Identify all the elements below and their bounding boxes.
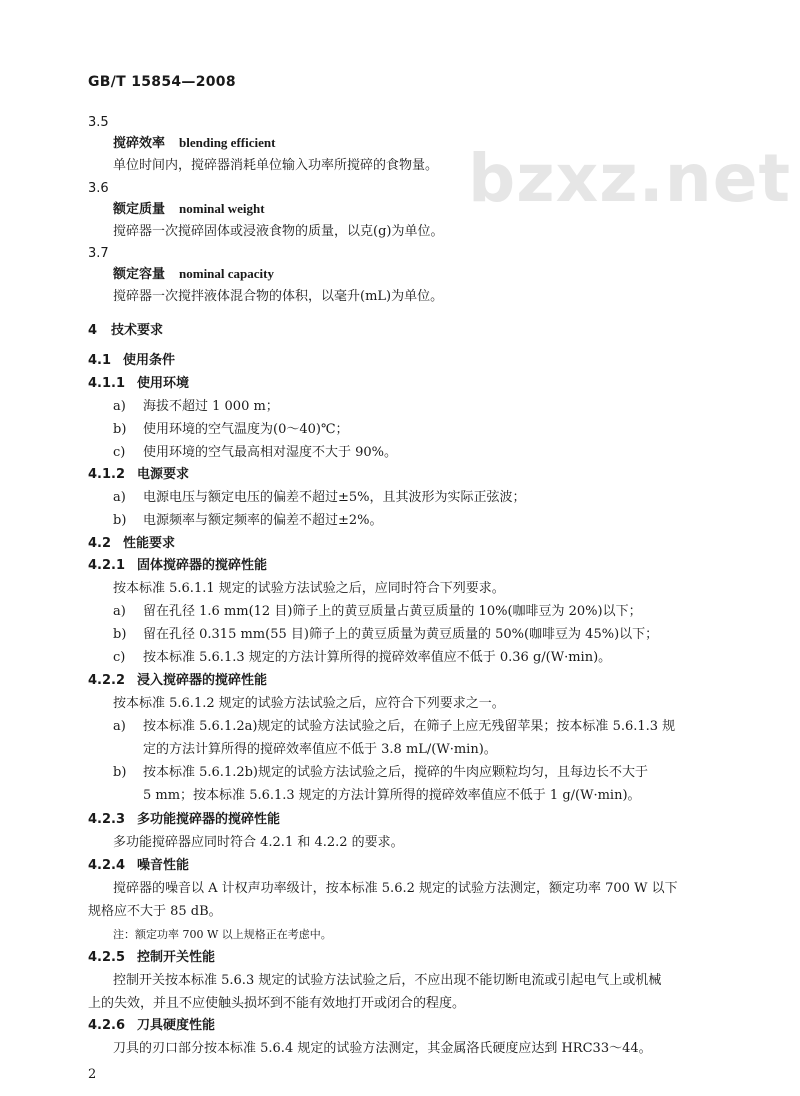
paragraph: 按本标准 5.6.1.2 规定的试验方法试验之后，应符合下列要求之一。: [113, 696, 505, 711]
standard-header: GB/T 15854—2008: [88, 74, 236, 90]
term-en: blending efficient: [179, 135, 276, 150]
list-item: a) 电源电压与额定电压的偏差不超过±5%，且其波形为实际正弦波；: [113, 490, 526, 505]
section-number: 3.5: [88, 115, 109, 130]
note: 注：额定功率 700 W 以上规格正在考虑中。: [113, 928, 332, 941]
section-number: 4.1.1: [88, 376, 126, 391]
watermark: bzxz.net: [468, 140, 792, 217]
section-number: 4.2.3: [88, 812, 126, 827]
list-item: b) 按本标准 5.6.1.2b)规定的试验方法试验之后，搅碎的牛肉应颗粒均匀，且每边长不大于: [113, 765, 649, 780]
section-title: 控制开关性能: [137, 950, 216, 965]
section-number: 4.2.2: [88, 673, 126, 688]
list-item: b) 电源频率与额定频率的偏差不超过±2%。: [113, 513, 383, 528]
term-entry: [113, 265, 274, 284]
section-number: 3.7: [88, 246, 109, 261]
section-number: 4.2.4: [88, 858, 126, 873]
term-cn: 额定质量: [113, 202, 166, 217]
term-entry: [113, 200, 265, 219]
section-title: 性能要求: [123, 536, 176, 551]
section-title: 浸入搅碎器的搅碎性能: [137, 673, 268, 688]
list-item: b) 留在孔径 0.315 mm(55 目)筛子上的黄豆质量为黄豆质量的 50%(咖啡豆为 45%)以下；: [113, 627, 659, 642]
list-item: a) 按本标准 5.6.1.2a)规定的试验方法试验之后，在筛子上应无残留苹果；按本标准 5.6.1.3 规: [113, 719, 676, 734]
paragraph: 刀具的刃口部分按本标准 5.6.4 规定的试验方法测定，其金属洛氏硬度应达到 HRC33～44。: [113, 1041, 652, 1056]
term-definition: 单位时间内，搅碎器消耗单位输入功率所搅碎的食物量。: [113, 158, 439, 173]
paragraph: 搅碎器的噪音以 A 计权声功率级计，按本标准 5.6.2 规定的试验方法测定，额定功率 700 W 以下: [113, 881, 678, 896]
subsection-heading: [88, 375, 189, 393]
subsection-heading: [88, 466, 189, 484]
list-item-continuation: 5 mm；按本标准 5.6.1.3 规定的方法计算所得的搅碎效率值应不低于 1 g/(W·min)。: [143, 788, 641, 803]
section-number: 3.6: [88, 181, 109, 196]
subsection-heading: [88, 1017, 215, 1035]
section-number: 4.2.1: [88, 558, 126, 573]
term-en: nominal weight: [179, 201, 265, 216]
subsection-heading: [88, 557, 267, 575]
paragraph: 多功能搅碎器应同时符合 4.2.1 和 4.2.2 的要求。: [113, 835, 404, 850]
list-item: a) 留在孔径 1.6 mm(12 目)筛子上的黄豆质量占黄豆质量的 10%(咖啡豆为 20%)以下；: [113, 604, 642, 619]
section-title: 刀具硬度性能: [137, 1018, 216, 1033]
section-heading: [88, 535, 175, 553]
term-cn: 额定容量: [113, 267, 166, 282]
section-number: 4.2.6: [88, 1018, 126, 1033]
term-en: nominal capacity: [179, 266, 274, 281]
subsection-heading: [88, 672, 267, 690]
section-title: 使用环境: [137, 376, 190, 391]
list-item: b) 使用环境的空气温度为(0～40)℃；: [113, 422, 349, 437]
subsection-heading: [88, 811, 280, 829]
subsection-heading: [88, 857, 189, 875]
list-item: c) 使用环境的空气最高相对湿度不大于 90%。: [113, 445, 398, 460]
paragraph: 按本标准 5.6.1.1 规定的试验方法试验之后，应同时符合下列要求。: [113, 581, 505, 596]
paragraph-continuation: 上的失效，并且不应使触头损坏到不能有效地打开或闭合的程度。: [88, 996, 466, 1011]
chapter-title: 技术要求: [111, 323, 164, 338]
section-heading: [88, 352, 175, 370]
paragraph: 控制开关按本标准 5.6.3 规定的试验方法试验之后，不应出现不能切断电流或引起电气上或机械: [113, 973, 662, 988]
section-number: 4.2: [88, 536, 112, 551]
term-definition: 搅碎器一次搅碎固体或浸液食物的质量，以克(g)为单位。: [113, 224, 444, 239]
section-title: 固体搅碎器的搅碎性能: [137, 558, 268, 573]
section-title: 电源要求: [137, 467, 190, 482]
section-number: 4.2.5: [88, 950, 126, 965]
section-title: 多功能搅碎器的搅碎性能: [137, 812, 281, 827]
chapter-heading: [88, 322, 163, 340]
paragraph-continuation: 规格应不大于 85 dB。: [88, 904, 222, 919]
section-title: 噪音性能: [137, 858, 190, 873]
term-cn: 搅碎效率: [113, 136, 166, 151]
subsection-heading: [88, 949, 215, 967]
list-item: c) 按本标准 5.6.1.3 规定的方法计算所得的搅碎效率值应不低于 0.36 g/(W·min)。: [113, 650, 612, 665]
section-title: 使用条件: [123, 353, 176, 368]
term-definition: 搅碎器一次搅拌液体混合物的体积，以毫升(mL)为单位。: [113, 289, 444, 304]
section-number: 4.1: [88, 353, 112, 368]
list-item-continuation: 定的方法计算所得的搅碎效率值应不低于 3.8 mL/(W·min)。: [143, 742, 497, 757]
page-number: 2: [88, 1067, 97, 1082]
list-item: a) 海拔不超过 1 000 m；: [113, 399, 279, 414]
term-entry: [113, 134, 275, 153]
chapter-number: 4: [88, 323, 98, 338]
section-number: 4.1.2: [88, 467, 126, 482]
